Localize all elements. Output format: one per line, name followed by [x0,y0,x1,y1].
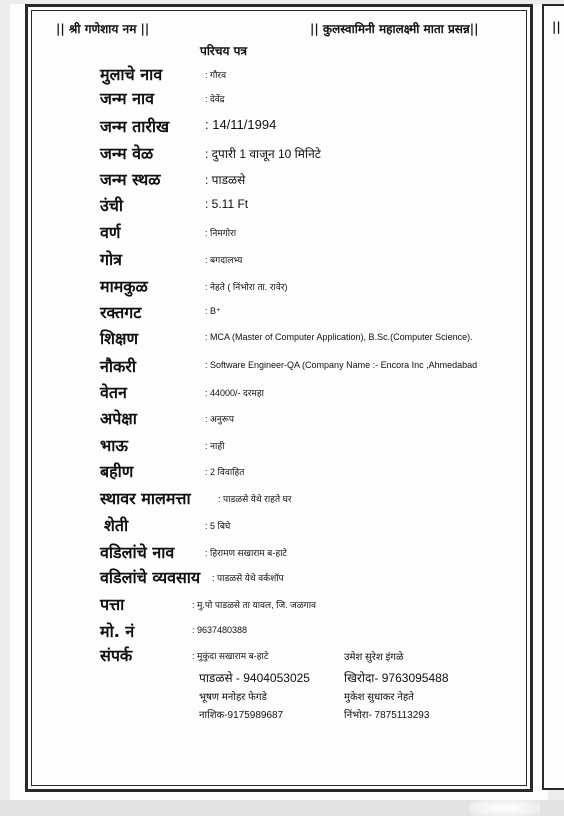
field-row [0,301,564,323]
field-value: : 5.11 Ft [205,197,249,211]
field-label: वडिलांचे नाव [100,543,175,562]
field-row [0,142,564,164]
field-label: जन्म स्थळ [100,170,161,189]
field-row [0,168,564,190]
field-row [0,115,564,137]
field-label: रक्तगट [100,303,142,322]
field-row [0,620,564,642]
field-label: जन्म नाव [100,89,155,108]
field-row [0,355,564,377]
field-row [0,194,564,216]
field-row [0,460,564,482]
field-value: : दुपारी 1 वाजून 10 मिनिटे [205,147,321,161]
field-value: : MCA (Master of Computer Application), B.Sc.(Computer Science). [205,332,473,342]
field-row [0,566,564,588]
field-label: वडिलांचे व्यवसाय [100,568,201,587]
field-label: नौकरी [100,357,137,376]
field-label: जन्म वेळ [100,144,154,163]
field-row [0,248,564,270]
field-row [0,514,564,536]
field-value: : B⁺ [205,306,221,316]
field-label: शिक्षण [100,329,139,348]
field-label: मो. नं [100,622,135,641]
field-label: बहीण [100,462,134,481]
field-value: : देवेंद्र [205,94,225,104]
field-row [0,87,564,109]
contact-2-phone: खिरोदा- 9763095488 [344,671,449,685]
field-value: : 14/11/1994 [205,117,277,132]
field-value: : 44000/- दरमहा [205,388,264,398]
field-value: : मु.पो पाडळसे ता यावल, जि. जळगाव [192,600,317,610]
field-label: उंची [100,196,124,215]
document-title: परिचय पत्र [200,44,248,58]
header-left-invocation: || श्री गणेशाय नम || [56,22,150,36]
field-row [0,275,564,297]
field-value: : नेहते ( निंभोरा ता. रावेर) [205,282,288,292]
field-row [0,593,564,615]
field-value: : 2 विवाहित [205,467,245,477]
field-label: शेती [104,516,129,535]
header-right-invocation: || कुलस्वामिनी महालक्ष्मी माता प्रसन्न|| [310,22,479,36]
field-value: : 9637480388 [192,625,248,635]
field-row [0,327,564,349]
field-row [0,407,564,429]
contact-4-phone: निंभोरा- 7875113293 [344,710,430,721]
contact-2-name: उमेश सुरेश इंगळे [344,652,404,663]
contact-1-phone: पाडळसे - 9404053025 [199,671,310,685]
field-row [0,644,564,666]
field-value: : Software Engineer-QA (Company Name :- Encora Inc ,Ahmedabad [205,360,478,370]
field-label: भाऊ [100,436,128,455]
field-value: : पाडळसे [205,173,246,187]
field-value: : बगदालभ्य [205,255,243,265]
next-page-mark: || [552,20,561,34]
field-value: : नाही [205,441,225,451]
field-label: संपर्क [100,646,133,665]
field-value: : अनुरूप [205,414,234,424]
field-label: गोत्र [100,250,122,269]
field-label: वर्ण [100,223,121,242]
field-value: : पाडळसे येथे राहते घर [218,494,292,504]
field-row [0,541,564,563]
field-label: मुलाचे नाव [100,65,163,84]
field-label: वेतन [100,383,127,402]
contact-4-name: मुकेश सुधाकर नेहते [344,692,414,703]
field-value: : मुकुंदा सखाराम ब-हाटे [192,651,269,661]
field-value: : गौरव [205,70,227,80]
contact-3-name: भूषण मनोहर फेगडे [199,692,267,703]
field-label: मामकुळ [100,277,148,296]
field-row [0,487,564,509]
field-value: : 5 बिघे [205,521,231,531]
field-row [0,63,564,85]
field-value: : हिरामण सखाराम ब-हाटे [205,548,287,558]
field-value: : निमगोरा [205,228,237,238]
contact-3-phone: नाशिक-9175989687 [199,710,284,721]
field-value: : पाडळसे येथे वर्कशॉप [212,573,284,583]
field-label: पत्ता [100,595,125,614]
field-row [0,381,564,403]
field-label: अपेक्षा [100,409,137,428]
field-row [0,434,564,456]
field-label: स्थावर मालमत्ता [100,489,191,508]
field-row [0,221,564,243]
field-label: जन्म तारीख [100,117,170,136]
